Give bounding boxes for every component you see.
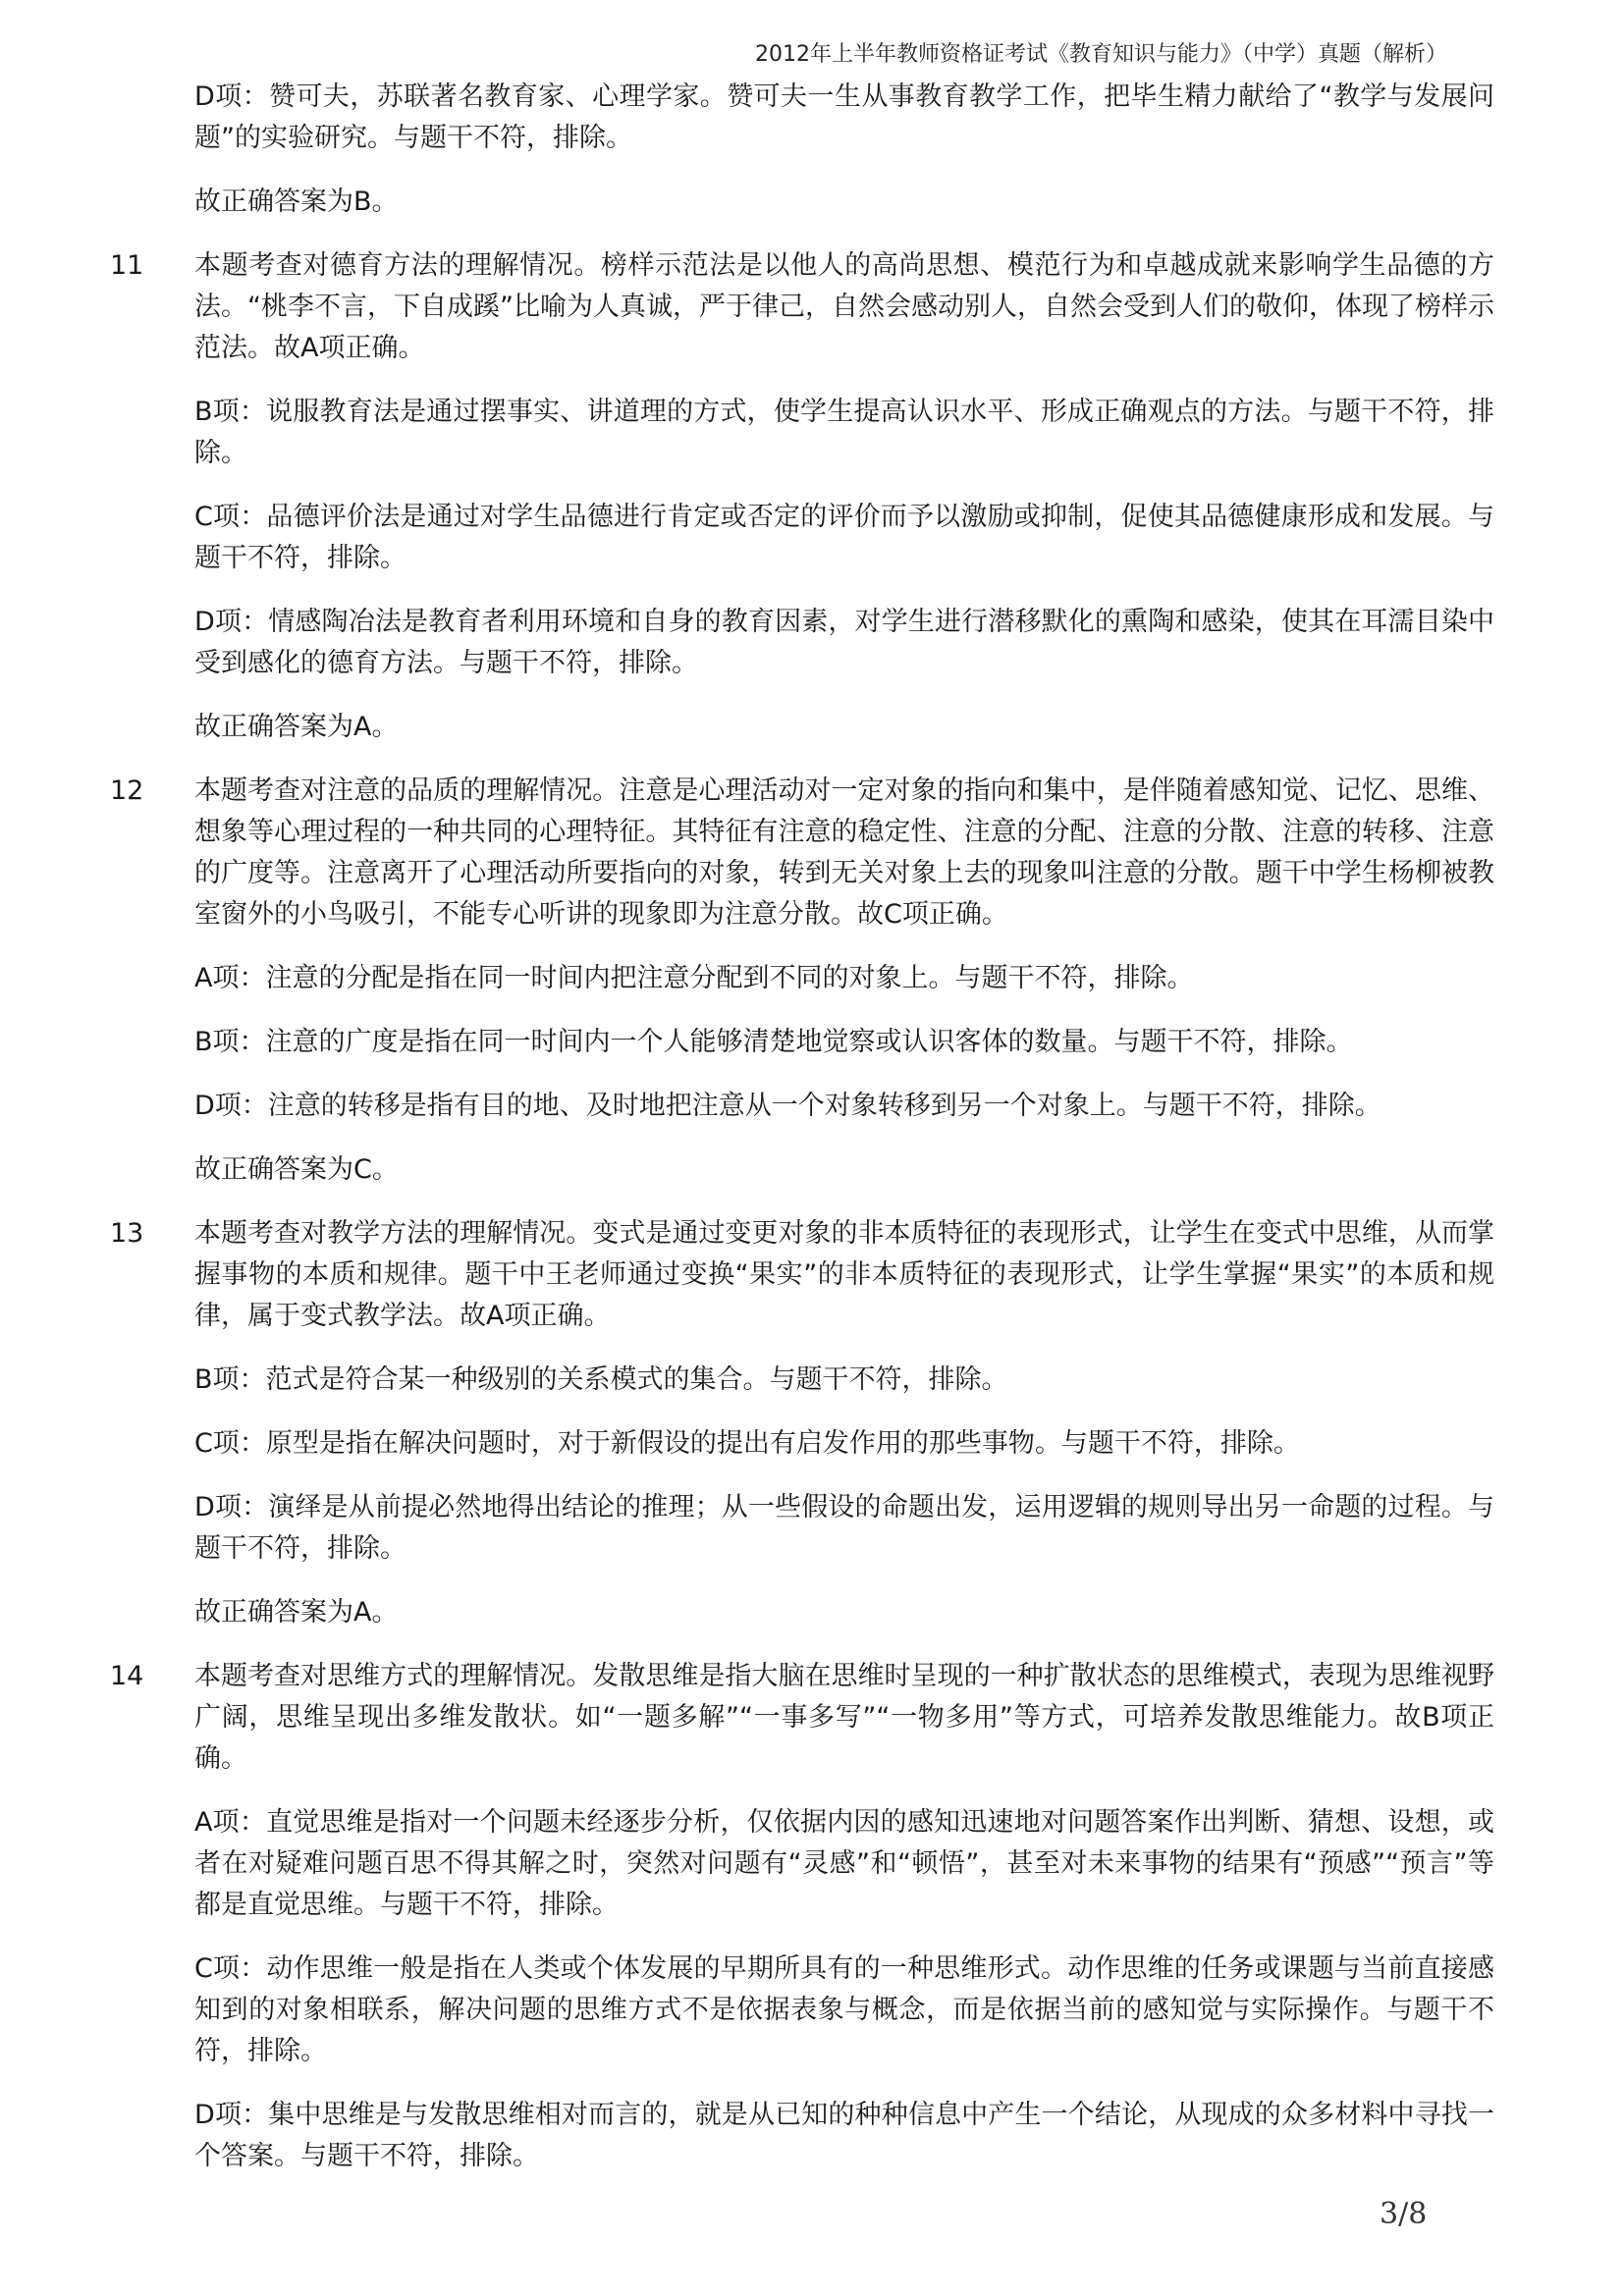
question-number xyxy=(110,77,194,223)
correct-answer: 故正确答案为C。 xyxy=(194,1154,399,1185)
question-number: 12 xyxy=(110,775,144,806)
paragraph: 本题考查对注意的品质的理解情况。注意是心理活动对一定对象的指向和集中，是伴随着感知觉、记忆、思维、想象等心理过程的一种共同的心理特征。其特征有注意的稳定性、注意的分配、注意的分散、注意的转移、注意的广度等。注意离开了心理活动所要指向的对象，转到无关对象上去的现象叫注意的分散。题干中学生杨柳被教室窗外的小鸟吸引，不能专心听讲的现象即为注意分散。故C项正确。 xyxy=(194,775,1494,930)
paragraph: B项：说服教育法是通过摆事实、讲道理的方式，使学生提高认识水平、形成正确观点的方法。与题干不符，排除。 xyxy=(194,397,1494,468)
paragraph: 本题考查对教学方法的理解情况。变式是通过变更对象的非本质特征的表现形式，让学生在变式中思维，从而掌握事物的本质和规律。题干中王老师通过变换“果实”的非本质特征的表现形式，让学生掌握“果实”的本质和规律，属于变式教学法。故A项正确。 xyxy=(194,1218,1494,1331)
paragraph: D项：注意的转移是指有目的地、及时地把注意从一个对象转移到另一个对象上。与题干不符，排除。 xyxy=(194,1091,1381,1121)
paragraph: A项：注意的分配是指在同一时间内把注意分配到不同的对象上。与题干不符，排除。 xyxy=(194,963,1194,993)
question-number: 11 xyxy=(110,250,144,281)
explanation-paragraphs xyxy=(194,771,1494,1191)
page-header: 2012年上半年教师资格证考试《教育知识与能力》（中学）真题（解析） xyxy=(755,42,1447,67)
paragraph: B项：范式是符合某一种级别的关系模式的集合。与题干不符，排除。 xyxy=(194,1364,1008,1395)
paragraph: 本题考查对思维方式的理解情况。发散思维是指大脑在思维时呈现的一种扩散状态的思维模式，表现为思维视野广阔，思维呈现出多维发散状。如“一题多解”“一事多写”“一物多用”等方式，可培养发散思维能力。故B项正确。 xyxy=(194,1661,1494,1774)
paragraph: A项：直觉思维是指对一个问题未经逐步分析，仅依据内因的感知迅速地对问题答案作出判断、猜想、设想，或者在对疑难问题百思不得其解之时，突然对问题有“灵感”和“顿悟”，甚至对未来事物的结果有“预感”“预言”等都是直觉思维。与题干不符，排除。 xyxy=(194,1807,1494,1920)
paragraph: D项：集中思维是与发散思维相对而言的，就是从已知的种种信息中产生一个结论，从现成的众多材料中寻找一个答案。与题干不符，排除。 xyxy=(194,2100,1494,2171)
answer-block-12 xyxy=(110,771,1494,1191)
question-number: 13 xyxy=(110,1218,144,1249)
paragraph: C项：原型是指在解决问题时，对于新假设的提出有启发作用的那些事物。与题干不符，排除。 xyxy=(194,1428,1300,1459)
paragraph: D项：演绎是从前提必然地得出结论的推理；从一些假设的命题出发，运用逻辑的规则导出另一命题的过程。与题干不符，排除。 xyxy=(194,1492,1494,1564)
answer-block-13 xyxy=(110,1213,1494,1633)
explanation-paragraphs xyxy=(194,245,1494,748)
correct-answer: 故正确答案为B。 xyxy=(194,187,399,217)
paragraph: C项：品德评价法是通过对学生品德进行肯定或否定的评价而予以激励或抑制，促使其品德健康形成和发展。与题干不符，排除。 xyxy=(194,502,1494,573)
paragraph: D项：情感陶冶法是教育者利用环境和自身的教育因素，对学生进行潜移默化的熏陶和感染，使其在耳濡目染中受到感化的德育方法。与题干不符，排除。 xyxy=(194,607,1494,678)
answer-block-continuation xyxy=(110,77,1494,223)
page-number: 3/8 xyxy=(1380,2197,1428,2231)
correct-answer: 故正确答案为A。 xyxy=(194,712,399,742)
answer-block-14 xyxy=(110,1656,1494,2177)
paragraph: 本题考查对德育方法的理解情况。榜样示范法是以他人的高尚思想、模范行为和卓越成就来影响学生品德的方法。“桃李不言，下自成蹊”比喻为人真诚，严于律己，自然会感动别人，自然会受到人们的敬仰，体现了榜样示范法。故A项正确。 xyxy=(194,250,1494,363)
explanation-paragraphs xyxy=(194,77,1494,223)
page-content xyxy=(110,77,1494,2200)
correct-answer: 故正确答案为A。 xyxy=(194,1597,399,1628)
answer-block-11 xyxy=(110,245,1494,748)
paragraph: D项：赞可夫，苏联著名教育家、心理学家。赞可夫一生从事教育教学工作，把毕生精力献给了“教学与发展问题”的实验研究。与题干不符，排除。 xyxy=(194,81,1494,153)
explanation-paragraphs xyxy=(194,1213,1494,1633)
explanation-paragraphs xyxy=(194,1656,1494,2177)
paragraph: C项：动作思维一般是指在人类或个体发展的早期所具有的一种思维形式。动作思维的任务或课题与当前直接感知到的对象相联系，解决问题的思维方式不是依据表象与概念，而是依据当前的感知觉与实际操作。与题干不符，排除。 xyxy=(194,1953,1494,2066)
question-number: 14 xyxy=(110,1661,144,1691)
paragraph: B项：注意的广度是指在同一时间内一个人能够清楚地觉察或认识客体的数量。与题干不符，排除。 xyxy=(194,1027,1353,1057)
